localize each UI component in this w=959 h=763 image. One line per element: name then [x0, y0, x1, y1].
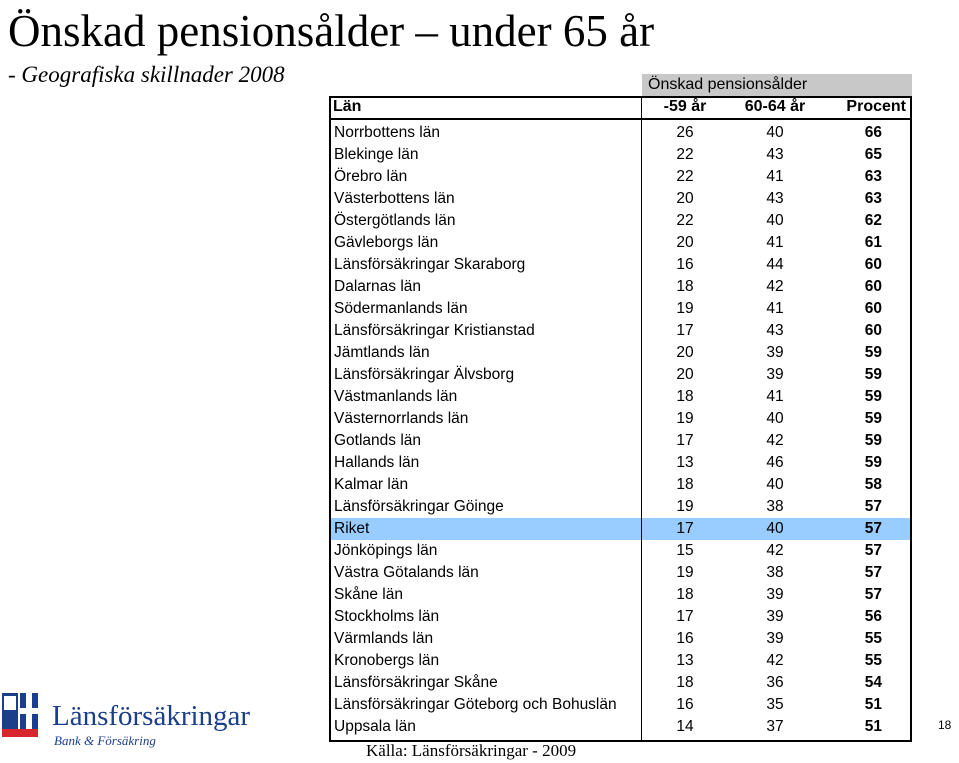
table-row: [329, 232, 910, 254]
cell-60-64: 38: [766, 498, 784, 515]
cell-60-64: 41: [766, 388, 784, 405]
cell-under-59: 13: [676, 454, 694, 471]
table-header-row: [329, 96, 910, 119]
cell-procent: 51: [864, 696, 882, 713]
table-row: [329, 276, 910, 298]
table-row: [329, 364, 910, 386]
cell-under-59: 22: [676, 212, 694, 229]
cell-under-59: 19: [676, 498, 694, 515]
table-row: [329, 452, 910, 474]
cell-lan: Länsförsäkringar Skaraborg: [334, 256, 526, 273]
cell-procent: 59: [864, 410, 882, 427]
cell-under-59: 17: [676, 608, 694, 625]
cell-lan: Länsförsäkringar Skåne: [334, 674, 498, 691]
cell-under-59: 18: [676, 586, 694, 603]
table-row: [329, 628, 910, 650]
cell-60-64: 39: [766, 630, 784, 647]
cell-under-59: 18: [676, 388, 694, 405]
cell-under-59: 20: [676, 190, 694, 207]
cell-lan: Riket: [329, 518, 640, 540]
cell-procent: 60: [864, 322, 882, 339]
cell-60-64: 46: [766, 454, 784, 471]
table-row: [329, 342, 910, 364]
cell-lan: Länsförsäkringar Kristianstad: [334, 322, 535, 339]
cell-procent: 55: [864, 630, 882, 647]
cell-lan: Norrbottens län: [334, 124, 440, 141]
table-row: [329, 474, 910, 496]
cell-procent: 60: [864, 278, 882, 295]
cell-procent: 63: [864, 168, 882, 185]
cell-60-64: 44: [766, 256, 784, 273]
cell-60-64: 39: [766, 586, 784, 603]
cell-under-59: 26: [676, 124, 694, 141]
table-row: [329, 210, 910, 232]
cell-under-59: 22: [676, 168, 694, 185]
cell-procent: 57: [864, 564, 882, 581]
cell-under-59: 16: [676, 696, 694, 713]
cell-procent: 56: [864, 608, 882, 625]
cell-procent: 51: [864, 718, 882, 735]
cell-under-59: 20: [676, 234, 694, 251]
cell-procent: 54: [864, 674, 882, 691]
cell-under-59: 16: [676, 630, 694, 647]
table-row: [329, 144, 910, 166]
logo-wordmark: Länsförsäkringar: [52, 700, 251, 732]
cell-60-64: 35: [766, 696, 784, 713]
cell-60-64: 37: [766, 718, 784, 735]
cell-60-64: 36: [766, 674, 784, 691]
table-divider: [641, 96, 642, 742]
cell-under-59: 19: [676, 564, 694, 581]
table-row: [329, 650, 910, 672]
cell-lan: Kronobergs län: [334, 652, 440, 669]
cell-procent: 58: [864, 476, 882, 493]
cell-lan: Jämtlands län: [334, 344, 430, 361]
cell-lan: Västra Götalands län: [334, 564, 479, 581]
cell-60-64: 40: [766, 212, 784, 229]
cell-lan: Länsförsäkringar Göteborg och Bohuslän: [334, 696, 617, 713]
cell-lan: Värmlands län: [334, 630, 434, 647]
cell-under-59: 18: [676, 476, 694, 493]
cell-procent: 59: [864, 432, 882, 449]
cell-procent: 62: [864, 212, 882, 229]
table-row: [329, 540, 910, 562]
cell-60-64: 42: [766, 542, 784, 559]
cell-under-59: 17: [640, 518, 730, 540]
cell-60-64: 42: [766, 432, 784, 449]
cell-procent: 61: [864, 234, 882, 251]
page-subtitle: [8, 60, 285, 90]
table-row: [329, 496, 910, 518]
cell-lan: Östergötlands län: [334, 212, 456, 229]
cell-lan: Jönköpings län: [334, 542, 438, 559]
subtitle-dash: -: [8, 62, 16, 87]
page-number: 18: [938, 718, 952, 732]
column-header-lan: Län: [329, 96, 640, 119]
cell-60-64: 41: [766, 168, 784, 185]
cell-lan: Dalarnas län: [334, 278, 422, 295]
cell-lan: Örebro län: [334, 168, 408, 185]
cell-60-64: 40: [730, 518, 820, 540]
cell-lan: Kalmar län: [334, 476, 409, 493]
cell-60-64: 38: [766, 564, 784, 581]
table-row: [329, 166, 910, 188]
cell-lan: Västernorrlands län: [334, 410, 469, 427]
table-row: [329, 694, 910, 716]
cell-under-59: 20: [676, 366, 694, 383]
cell-lan: Blekinge län: [334, 146, 419, 163]
cell-under-59: 13: [676, 652, 694, 669]
cell-lan: Gävleborgs län: [334, 234, 439, 251]
table-row: [329, 430, 910, 452]
cell-procent: 57: [864, 586, 882, 603]
table-row: [329, 672, 910, 694]
cell-60-64: 43: [766, 146, 784, 163]
cell-lan: Hallands län: [334, 454, 420, 471]
cell-60-64: 39: [766, 608, 784, 625]
cell-procent: 59: [864, 454, 882, 471]
cell-60-64: 41: [766, 234, 784, 251]
cell-under-59: 18: [676, 674, 694, 691]
table-group-header: Önskad pensionsålder: [642, 74, 912, 96]
cell-under-59: 15: [676, 542, 694, 559]
column-header-procent: Procent: [820, 96, 910, 119]
cell-procent: 60: [864, 256, 882, 273]
cell-under-59: 17: [676, 322, 694, 339]
table-row: [329, 584, 910, 606]
source-note: Källa: Länsförsäkringar - 2009: [366, 741, 577, 760]
cell-under-59: 20: [676, 344, 694, 361]
column-header-60-64: 60-64 år: [730, 96, 820, 119]
logo-tagline: Bank & Försäkring: [54, 733, 156, 748]
cell-procent: 57: [864, 542, 882, 559]
cell-procent: 57: [820, 518, 910, 540]
cell-lan: Södermanlands län: [334, 300, 468, 317]
cell-lan: Västerbottens län: [334, 190, 455, 207]
cell-procent: 63: [864, 190, 882, 207]
table-row: [329, 298, 910, 320]
table-row: [329, 606, 910, 628]
cell-60-64: 42: [766, 652, 784, 669]
table-row: [329, 386, 910, 408]
cell-60-64: 40: [766, 124, 784, 141]
cell-60-64: 43: [766, 190, 784, 207]
cell-procent: 55: [864, 652, 882, 669]
cell-lan: Gotlands län: [334, 432, 422, 449]
cell-lan: Stockholms län: [334, 608, 440, 625]
pension-age-table: [329, 96, 910, 738]
column-header-under-59: -59 år: [640, 96, 730, 119]
cell-60-64: 43: [766, 322, 784, 339]
cell-60-64: 41: [766, 300, 784, 317]
cell-under-59: 19: [676, 410, 694, 427]
subtitle-text: Geografiska skillnader 2008: [21, 62, 285, 87]
cell-60-64: 40: [766, 410, 784, 427]
cell-lan: Länsförsäkringar Älvsborg: [334, 366, 515, 383]
cell-procent: 66: [864, 124, 882, 141]
cell-procent: 59: [864, 344, 882, 361]
cell-procent: 59: [864, 366, 882, 383]
table-row: [329, 716, 910, 738]
cell-60-64: 39: [766, 344, 784, 361]
cell-lan: Västmanlands län: [334, 388, 458, 405]
cell-procent: 59: [864, 388, 882, 405]
page-title: Önskad pensionsålder – under 65 år: [8, 6, 655, 56]
table-body: [329, 119, 910, 738]
cell-under-59: 19: [676, 300, 694, 317]
table-row: [329, 518, 910, 540]
table-row: [329, 320, 910, 342]
table-row: [329, 408, 910, 430]
cell-under-59: 16: [676, 256, 694, 273]
table-row: [329, 562, 910, 584]
cell-procent: 60: [864, 300, 882, 317]
cell-lan: Skåne län: [334, 586, 403, 603]
cell-lan: Uppsala län: [334, 718, 416, 735]
table-row: [329, 119, 910, 144]
table-row: [329, 254, 910, 276]
table-row: [329, 188, 910, 210]
cell-under-59: 18: [676, 278, 694, 295]
cell-under-59: 14: [676, 718, 694, 735]
cell-60-64: 40: [766, 476, 784, 493]
cell-60-64: 42: [766, 278, 784, 295]
cell-under-59: 22: [676, 146, 694, 163]
cell-60-64: 39: [766, 366, 784, 383]
cell-procent: 57: [864, 498, 882, 515]
cell-under-59: 17: [676, 432, 694, 449]
cell-procent: 65: [864, 146, 882, 163]
cell-lan: Länsförsäkringar Göinge: [334, 498, 504, 515]
